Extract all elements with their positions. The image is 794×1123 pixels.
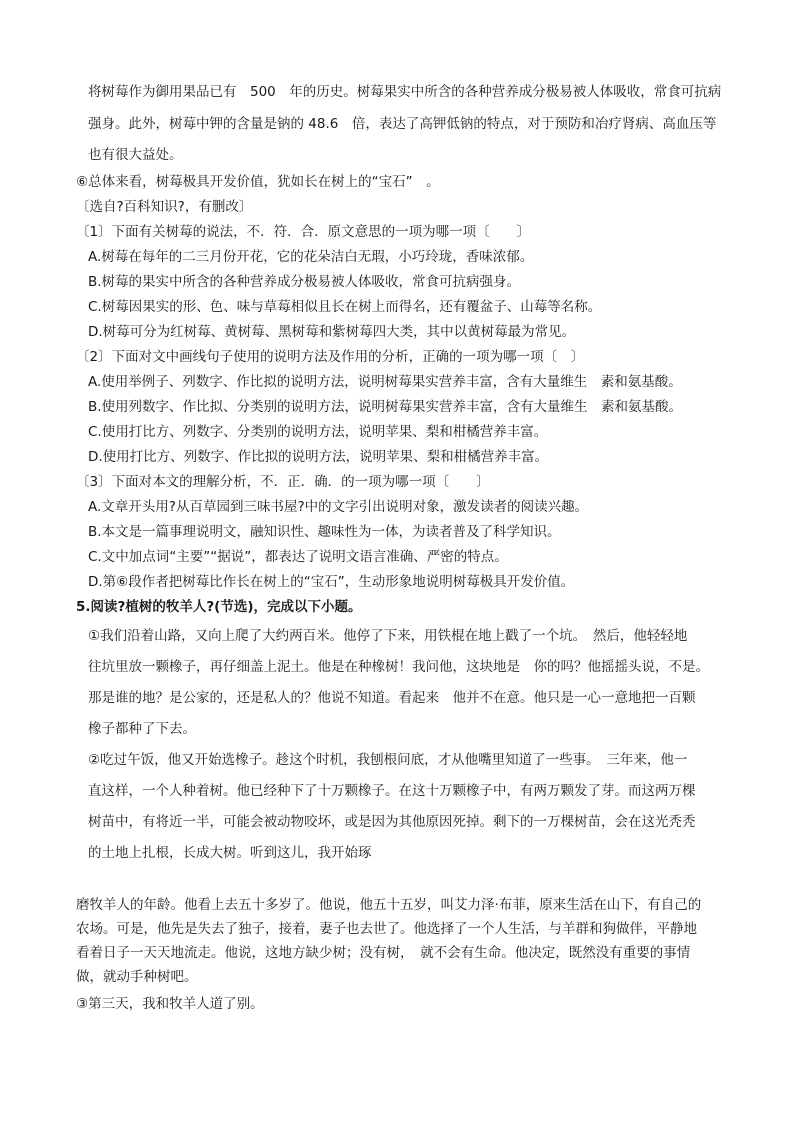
question-1: 〔1〕下面有关树莓的说法，不．符．合．原文意思的一项为哪一项〔 〕 — [76, 224, 531, 240]
passage-line: 往坑里放一颗橡子，再仔细盖上泥土。他是在种橡树！我问他，这块地是 你的吗？他摇摇头说，不是。 — [88, 659, 709, 675]
paragraph-six: ⑥总体来看，树莓极具开发价值，犹如长在树上的“宝石” 。 — [76, 174, 440, 190]
option-d: D.树莓可分为红树莓、黄树莓、黑树莓和紫树莓四大类，其中以黄树莓最为常见。 — [88, 324, 576, 340]
passage-line: ①我们沿着山路，又向上爬了大约两百米。他停了下来，用铁棍在地上戳了一个坑。 然后，他轻轻地 — [88, 628, 688, 644]
passage-line: 的土地上扎根，长成大树。听到这儿，我开始琢 — [88, 845, 372, 861]
option-c: C.使用打比方、列数字、分类别的说明方法，说明苹果、梨和柑橘营养丰富。 — [88, 424, 548, 440]
passage-line: 直这样，一个人种着树。他已经种下了十万颗橡子。在这十万颗橡子中，有两万颗发了芽。而这两万棵 — [88, 783, 696, 799]
body-text-line: 将树莓作为御用果品已有 500 年的历史。树莓果实中所含的各种营养成分极易被人体吸收，常食可抗病 — [88, 84, 722, 100]
option-a: A.树莓在每年的二三月份开花，它的花朵洁白无瑕，小巧玲珑，香味浓郁。 — [88, 249, 534, 265]
option-c: C.树莓因果实的形、色、味与草莓相似且长在树上而得名，还有覆盆子、山莓等名称。 — [88, 299, 602, 315]
passage-line: 树苗中，有将近一半，可能会被动物咬坏，或是因为其他原因死掉。剩下的一万棵树苗，会在这光秃秃 — [88, 814, 696, 830]
section-5-heading: 5.阅读?植树的牧羊人?(节选)，完成以下小题。 — [76, 599, 362, 615]
option-b: B.树莓的果实中所含的各种营养成分极易被人体吸收，常食可抗病强身。 — [88, 274, 521, 290]
option-b: B.使用列数字、作比拟、分类别的说明方法，说明树莓果实营养丰富，含有大量维生 素和氨基酸。 — [88, 399, 683, 415]
passage-line: 磨牧羊人的年龄。他看上去五十多岁了。他说，他五十五岁，叫艾力泽·布菲，原来生活在山下，有自己的 — [76, 897, 702, 913]
passage-line: 做，就动手种树吧。 — [76, 969, 198, 985]
option-d: D.第⑥段作者把树莓比作长在树上的“宝石”，生动形象地说明树莓极具开发价值。 — [88, 574, 575, 590]
source-note: 〔选自?百科知识?，有删改〕 — [76, 199, 253, 215]
passage-line: 那是谁的地？是公家的，还是私人的？他说不知道。看起来 他并不在意。他只是一心一意地把一百颗 — [88, 690, 696, 706]
question-2: 〔2〕下面对文中画线句子使用的说明方法及作用的分析，正确的一项为哪一项〔 〕 — [76, 349, 585, 365]
body-text-line: 也有很大益处。 — [88, 147, 183, 163]
option-a: A.文章开头用?从百草园到三味书屋?中的文字引出说明对象，激发读者的阅读兴趣。 — [88, 499, 589, 515]
passage-line: 农场。可是，他先是失去了独子，接着，妻子也去世了。他选择了一个人生活，与羊群和狗做伴，平静地 — [76, 921, 697, 937]
paragraph-three: ③第三天，我和牧羊人道了别。 — [76, 996, 264, 1012]
passage-line: 橡子都种了下去。 — [88, 721, 196, 737]
option-d: D.使用打比方、列数字、作比拟的说明方法，说明苹果、梨和柑橘营养丰富。 — [88, 449, 549, 465]
body-text-line: 强身。此外，树莓中钾的含量是钠的 48.6 倍，表达了高钾低钠的特点，对于预防和冶疗肾病、高血压等 — [88, 116, 717, 132]
option-c: C.文中加点词“主要”“据说”，都表达了说明文语言准确、严密的特点。 — [88, 549, 508, 565]
option-b: B.本文是一篇事理说明文，融知识性、趣味性为一体，为读者普及了科学知识。 — [88, 524, 561, 540]
passage-line: 看着日子一天天地流走。他说，这地方缺少树；没有树， 就不会有生命。他决定，既然没有重要的事情 — [76, 945, 691, 961]
question-3: 〔3〕下面对本文的理解分析，不．正．确．的一项为哪一项〔 〕 — [76, 474, 490, 490]
passage-line: ②吃过午饭，他又开始选橡子。趁这个时机，我刨根问底，才从他嘴里知道了一些事。 三年来，他一 — [88, 752, 688, 768]
option-a: A.使用举例子、列数字、作比拟的说明方法，说明树莓果实营养丰富，含有大量维生 素和氨基酸。 — [88, 374, 682, 390]
